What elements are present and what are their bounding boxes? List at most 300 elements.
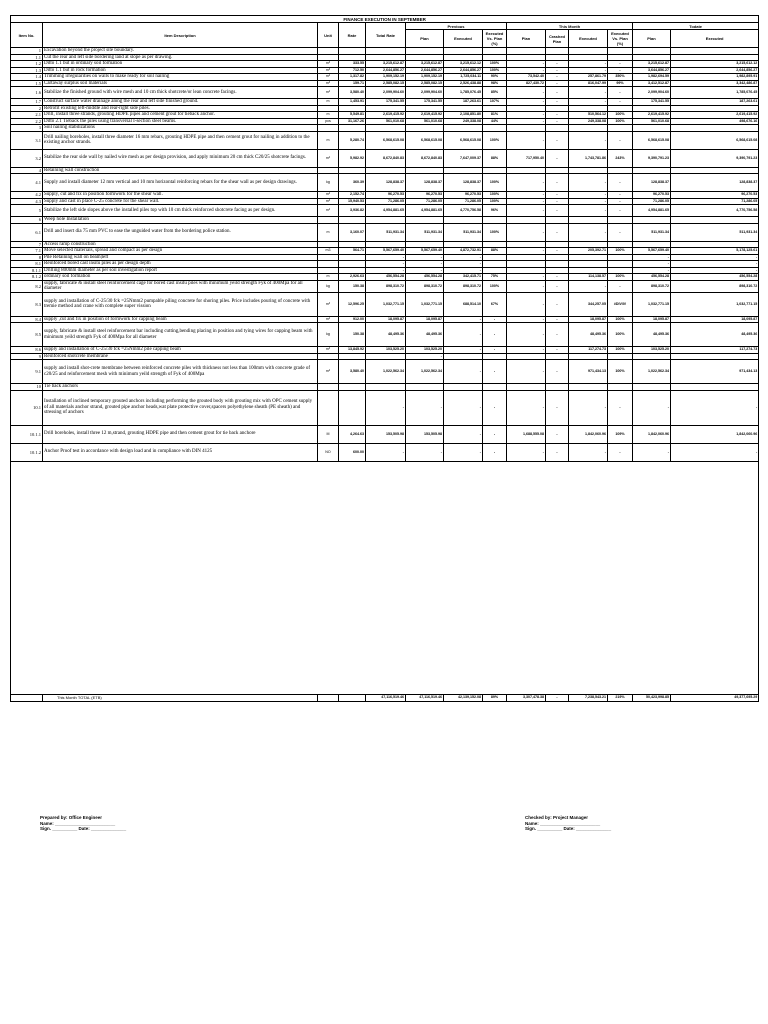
tm-pct-cell: 100% <box>608 274 633 281</box>
item-description-cell: ordinary soil formation <box>43 274 318 281</box>
prev-plan-cell: 511,931.34 <box>406 223 444 241</box>
tm-pct-cell: 100% <box>608 118 633 125</box>
prev-executed-cell: 7,647,009.37 <box>444 149 483 167</box>
prev-executed-cell: 71,286.05 <box>444 198 483 205</box>
tm-executed-cell: 344,257.05 <box>569 292 608 316</box>
item-description-cell: Stabilize the left side slopes above the installed piles top with 10 cm thick reinforced shotcrete facing as per design. <box>43 205 318 217</box>
item-no-cell: 5 <box>11 205 43 217</box>
prev-plan-cell: 8,672,840.83 <box>406 149 444 167</box>
tm-plan-cell: - <box>507 280 546 292</box>
prev-pct-cell: 44% <box>483 118 507 125</box>
table-body <box>11 48 759 462</box>
item-no-cell: 6 <box>11 217 43 224</box>
total-rate-cell: 103,525.20 <box>366 347 406 354</box>
unit-cell: m² <box>318 149 339 167</box>
tm-plan-cell: - <box>507 61 546 68</box>
prev-pct-cell: - <box>483 425 507 443</box>
table-row <box>11 323 759 347</box>
prepared-by-block <box>40 815 126 832</box>
unit-cell: m³ <box>318 61 339 68</box>
tm-executed-cell: - <box>569 280 608 292</box>
col-prev-plan: Plan <box>406 30 444 48</box>
col-item-no: Item No. <box>11 23 43 48</box>
item-description-cell: Access ramp construction <box>43 241 318 248</box>
todate-plan-cell: 1,842,060.96 <box>633 425 671 443</box>
col-description: Item Description <box>43 23 318 48</box>
tm-plan-cell: 1,688,555.08 <box>507 425 546 443</box>
prev-executed-cell: 2,644,856.27 <box>444 67 483 74</box>
prev-plan-cell: - <box>406 254 444 261</box>
todate-executed-cell: 1,982,895.91 <box>671 74 759 81</box>
todate-plan-cell: 3,412,512.87 <box>633 80 671 87</box>
tm-plan-cell: - <box>507 67 546 74</box>
total-rate-cell: 128,838.37 <box>366 174 406 192</box>
prev-plan-cell: 5,567,659.40 <box>406 248 444 255</box>
unit-cell: m³ <box>318 347 339 354</box>
total-rate-cell: 511,931.34 <box>366 223 406 241</box>
total-rate-cell: 5,567,659.40 <box>366 248 406 255</box>
tm-crashed-cell: - <box>546 67 569 74</box>
prev-pct-cell: - <box>483 390 507 425</box>
total-rate-cell: 48,495.36 <box>366 323 406 347</box>
rate-cell: 2,926.63 <box>339 274 366 281</box>
tm-crashed-cell: - <box>546 174 569 192</box>
tm-pct-cell: - <box>608 87 633 99</box>
todate-plan-cell: 5,567,659.40 <box>633 248 671 255</box>
item-description-cell: Retaining wall construction <box>43 167 318 174</box>
prev-plan-cell: 2,619,415.92 <box>406 112 444 119</box>
item-description-cell: Supply and cast in place C-25 concrete for the shear wall. <box>43 198 318 205</box>
todate-plan-cell: 103,525.20 <box>633 347 671 354</box>
item-description-cell: Drill boreholes, install three 12 m,strand, grouting HDPE pipe and then cement grout for tie back anchore <box>43 425 318 443</box>
prev-executed-cell: 1,785,076.45 <box>444 87 483 99</box>
tm-pct-cell: #DIV/0! <box>608 292 633 316</box>
item-no-cell: 8.6 <box>11 347 43 354</box>
unit-cell: m² <box>318 192 339 199</box>
tm-plan-cell: 73,542.40 <box>507 74 546 81</box>
prev-executed-cell: - <box>444 261 483 268</box>
total-rate-cell: 2,644,856.27 <box>366 67 406 74</box>
group-this-month: This Month <box>507 23 633 30</box>
tm-crashed-cell: - <box>546 131 569 149</box>
tm-plan-cell: - <box>507 316 546 323</box>
table-row <box>11 360 759 384</box>
tm-executed-cell: 18,095.87 <box>569 316 608 323</box>
prev-plan-cell: 2,099,904.60 <box>406 87 444 99</box>
prev-plan-cell: 175,341.55 <box>406 99 444 106</box>
col-rate: Rate <box>339 23 366 48</box>
total-rate-cell: - <box>366 443 406 461</box>
tm-crashed-cell: - <box>546 347 569 354</box>
item-no-cell: 4.3 <box>11 198 43 205</box>
item-description-cell: Move selected materials, spread and compact as per design <box>43 248 318 255</box>
tm-plan-cell: - <box>507 292 546 316</box>
total-rate-cell: 6,568,615.08 <box>366 131 406 149</box>
todate-plan-cell: 3,215,612.87 <box>633 61 671 68</box>
tm-crashed-cell: - <box>546 99 569 106</box>
tm-crashed-cell: - <box>546 112 569 119</box>
item-description-cell: supply and installation of C-25/30 fck =25Nmm2 pumpable piling concrete for shoring piles. Price includes pouring of concrete with tremie method and crane with complete super vission <box>43 292 318 316</box>
unit-cell: m² <box>318 360 339 384</box>
todate-plan-cell: 511,931.34 <box>633 223 671 241</box>
prev-executed-cell: 2,108,851.80 <box>444 112 483 119</box>
item-no-cell: 9 <box>11 353 43 360</box>
prev-executed-cell: 187,263.61 <box>444 99 483 106</box>
unit-cell: m <box>318 99 339 106</box>
item-no-cell: 4.1 <box>11 174 43 192</box>
item-description-cell: Reinforced shotcrete membrane <box>43 353 318 360</box>
tm-crashed-cell: - <box>546 360 569 384</box>
tm-executed-cell: - <box>569 390 608 425</box>
tm-executed-cell: - <box>569 131 608 149</box>
tm-plan-cell: - <box>507 360 546 384</box>
item-description-cell: Supply and install diameter 12 mm vertical and 10 mm horizontal reinforcing rebars for the shear wall as per design drawings. <box>43 174 318 192</box>
tm-pct-cell: 109% <box>608 425 633 443</box>
total-rate-cell: 2,619,415.92 <box>366 112 406 119</box>
prev-plan-cell: 48,495.36 <box>406 323 444 347</box>
rate-cell: 1,317.82 <box>339 74 366 81</box>
item-no-cell: 10.1.2 <box>11 443 43 461</box>
rate-cell: 5,280.74 <box>339 131 366 149</box>
item-description-cell: Soil nailing stabilizations <box>43 125 318 132</box>
rate-cell: 3,936.82 <box>339 205 366 217</box>
item-no-cell: 1.4 <box>11 74 43 81</box>
rate-cell: 1,453.91 <box>339 99 366 106</box>
todate-plan-cell: 96,270.53 <box>633 192 671 199</box>
todate-plan-cell: - <box>633 261 671 268</box>
tm-pct-cell: 100% <box>608 323 633 347</box>
tm-pct-cell: - <box>608 390 633 425</box>
todate-plan-cell: 18,095.87 <box>633 316 671 323</box>
tm-pct-cell: 99% <box>608 80 633 87</box>
checked-by-name: Name: ________________________ <box>525 820 601 826</box>
col-tm-plan: Plan <box>507 30 546 48</box>
rate-cell: 159.71 <box>339 80 366 87</box>
prev-executed-cell: - <box>444 390 483 425</box>
unit-cell: m <box>318 274 339 281</box>
tm-crashed-cell: - <box>546 61 569 68</box>
item-description-cell: Anchor Proof test in accordance with design load and in compliance with DIN 4125 <box>43 443 318 461</box>
item-no-cell: 8.1.2 <box>11 274 43 281</box>
total-total-rate: 47,116,519.46 <box>366 694 406 701</box>
col-tm-crashed: Crashed Plan <box>546 30 569 48</box>
unit-cell: m² <box>318 87 339 99</box>
tm-crashed-cell: - <box>546 316 569 323</box>
total-rate-cell: 2,099,904.60 <box>366 87 406 99</box>
todate-executed-cell: 3,215,612.12 <box>671 61 759 68</box>
tm-plan-cell: - <box>507 99 546 106</box>
col-tm-pct: Executed Vs. Plan (%) <box>608 30 633 48</box>
item-description-cell: Cut the rear and left side bordering land at slope as per drawing. <box>43 54 318 61</box>
todate-executed-cell: 971,434.13 <box>671 360 759 384</box>
item-no-cell: 2.1 <box>11 112 43 119</box>
prev-pct-cell: 96% <box>483 205 507 217</box>
total-todate-executed: 49,377,695.29 <box>671 694 759 701</box>
total-todate-plan: 50,423,998.85 <box>633 694 671 701</box>
tm-executed-cell: 510,564.12 <box>569 112 608 119</box>
tm-plan-cell: - <box>507 174 546 192</box>
tm-pct-cell: - <box>608 61 633 68</box>
tm-plan-cell: - <box>507 390 546 425</box>
prev-pct-cell: - <box>483 316 507 323</box>
tm-executed-cell: - <box>569 205 608 217</box>
todate-executed-cell: 1,032,771.15 <box>671 292 759 316</box>
todate-plan-cell: 2,099,904.60 <box>633 87 671 99</box>
item-no-cell: 10 <box>11 384 43 391</box>
tm-executed-cell: - <box>569 174 608 192</box>
todate-plan-cell: 2,619,415.92 <box>633 112 671 119</box>
todate-plan-cell: 175,341.55 <box>633 99 671 106</box>
tm-crashed-cell: - <box>546 192 569 199</box>
total-rate-cell: - <box>366 261 406 268</box>
item-no-cell: 8.1 <box>11 261 43 268</box>
table-row <box>11 174 759 192</box>
rate-cell: 333.55 <box>339 61 366 68</box>
item-description-cell: Trimming irregularities on walls to make ready for soil nailing <box>43 74 318 81</box>
tm-pct-cell: - <box>608 67 633 74</box>
tm-plan-cell: - <box>507 112 546 119</box>
item-description-cell: supply, fabricate & install steel reinforcement bar including cutting,bending placing in position and tying wires for capping beam with minimum yeild strength Fyk of 400Mpa for all diameter <box>43 323 318 347</box>
item-no-cell: 6.1 <box>11 223 43 241</box>
item-no-cell: 10.1.1 <box>11 425 43 443</box>
total-prev-plan: 47,116,519.46 <box>406 694 444 701</box>
total-rate-cell: 456,554.28 <box>366 274 406 281</box>
total-no <box>11 694 43 701</box>
total-tm-pct: 219% <box>608 694 633 701</box>
item-no-cell: 1 <box>11 48 43 55</box>
todate-executed-cell: 5,178,125.61 <box>671 248 759 255</box>
total-rate-cell: - <box>366 390 406 425</box>
tm-executed-cell: 48,495.36 <box>569 323 608 347</box>
todate-executed-cell: 456,554.28 <box>671 274 759 281</box>
prev-plan-cell: 1,032,771.15 <box>406 292 444 316</box>
todate-plan-cell: 561,010.68 <box>633 118 671 125</box>
todate-plan-cell: 6,568,615.08 <box>633 131 671 149</box>
total-rate-cell: 153,505.98 <box>366 425 406 443</box>
prev-plan-cell: 96,270.53 <box>406 192 444 199</box>
tm-executed-cell: 117,274.73 <box>569 347 608 354</box>
prev-plan-cell: 1,022,562.34 <box>406 360 444 384</box>
prepared-by-title: Prepared by: Office Engineer <box>40 815 103 820</box>
prev-pct-cell: 100% <box>483 131 507 149</box>
prev-executed-cell: - <box>444 425 483 443</box>
prev-executed-cell: 342,415.71 <box>444 274 483 281</box>
col-tm-executed: Executed <box>569 30 608 48</box>
prev-plan-cell: 2,585,082.15 <box>406 80 444 87</box>
unit-cell: m <box>318 131 339 149</box>
group-todate: Todate <box>633 23 759 30</box>
item-no-cell: 9.1 <box>11 360 43 384</box>
finance-table <box>10 15 759 702</box>
todate-plan-cell: 9,390,791.23 <box>633 149 671 167</box>
prev-plan-cell: 4,954,881.65 <box>406 205 444 217</box>
todate-executed-cell: 2,644,856.27 <box>671 67 759 74</box>
item-no-cell: 1.5 <box>11 80 43 87</box>
tm-crashed-cell: - <box>546 323 569 347</box>
prev-pct-cell: 90% <box>483 74 507 81</box>
unit-cell: kg <box>318 323 339 347</box>
todate-executed-cell: - <box>671 443 759 461</box>
item-no-cell: 8 <box>11 254 43 261</box>
tm-plan-cell: - <box>507 205 546 217</box>
tm-pct-cell: - <box>608 443 633 461</box>
table-row <box>11 443 759 461</box>
unit-cell: kg <box>318 174 339 192</box>
prev-pct-cell: - <box>483 323 507 347</box>
item-no-cell: 4.2 <box>11 192 43 199</box>
col-todate-executed: Executed <box>671 30 759 48</box>
tm-plan-cell: - <box>507 443 546 461</box>
total-rate-cell: 96,270.53 <box>366 192 406 199</box>
unit-cell: m² <box>318 205 339 217</box>
total-rate-cell: 2,585,082.15 <box>366 80 406 87</box>
todate-executed-cell: 9,390,791.23 <box>671 149 759 167</box>
item-description-cell: supply, fabricate & install steel reinforcement cage for bored cast insitu piles with minimum yeild strength Fyk of 400Mpa for all diameter <box>43 280 318 292</box>
todate-executed-cell: 6,568,615.08 <box>671 131 759 149</box>
total-prev-executed: 42,139,152.08 <box>444 694 483 701</box>
item-no-cell: 1.3 <box>11 67 43 74</box>
tm-pct-cell: 100% <box>608 347 633 354</box>
todate-plan-cell: - <box>633 443 671 461</box>
item-no-cell: 1.7 <box>11 99 43 106</box>
total-rate-cell: - <box>366 267 406 274</box>
total-label: This Month TOTAL (ETB) <box>43 694 318 701</box>
item-description-cell: Ditto 1.1 but in ordinary soil formation <box>43 61 318 68</box>
item-description-cell: Drill nailing boreholes, install three diameter 16 mm rebars, grouting HDPE pipe and then cement grout for nailing in addition to the existing anchor strands. <box>43 131 318 149</box>
todate-executed-cell: 511,931.34 <box>671 223 759 241</box>
todate-executed-cell: 117,274.73 <box>671 347 759 354</box>
checked-by-title: Checked by: Project Manager <box>525 815 589 820</box>
total-rate-cell: 175,341.55 <box>366 99 406 106</box>
tm-pct-cell: - <box>608 192 633 199</box>
unit-cell: m <box>318 112 339 119</box>
item-no-cell: 7.1 <box>11 248 43 255</box>
rate-cell: 712.50 <box>339 67 366 74</box>
total-rate-blank <box>339 694 366 701</box>
todate-plan-cell: 4,954,881.65 <box>633 205 671 217</box>
tm-crashed-cell: - <box>546 80 569 87</box>
item-no-cell: 2.2 <box>11 118 43 125</box>
prev-plan-cell: 6,568,615.08 <box>406 131 444 149</box>
item-no-cell: 1.1 <box>11 54 43 61</box>
prev-plan-cell: 128,838.37 <box>406 174 444 192</box>
total-rate-cell: 1,032,771.15 <box>366 292 406 316</box>
prev-pct-cell: 100% <box>483 61 507 68</box>
tm-pct-cell: - <box>608 131 633 149</box>
item-no-cell: 8.5 <box>11 323 43 347</box>
table-row <box>11 425 759 443</box>
tm-executed-cell: 1,842,060.96 <box>569 425 608 443</box>
item-description-cell: Tie back anchors <box>43 384 318 391</box>
tm-plan-cell: - <box>507 118 546 125</box>
prev-pct-cell: 100% <box>483 198 507 205</box>
total-rate-cell: 4,954,881.65 <box>366 205 406 217</box>
total-rate-cell: 71,286.05 <box>366 198 406 205</box>
item-description-cell: Ditto 1.1 but in rock formation <box>43 67 318 74</box>
item-description-cell: Pile Retaining wall on beam|left <box>43 254 318 261</box>
item-no-cell: 8.2 <box>11 280 43 292</box>
prev-plan-cell: 71,286.05 <box>406 198 444 205</box>
rate-cell: 150.38 <box>339 323 366 347</box>
tm-executed-cell: 1,743,781.86 <box>569 149 608 167</box>
todate-plan-cell: - <box>633 267 671 274</box>
table-row <box>11 292 759 316</box>
prev-executed-cell: 898,310.72 <box>444 280 483 292</box>
rate-cell: 600.00 <box>339 443 366 461</box>
col-prev-executed: Executed <box>444 30 483 48</box>
prev-executed-cell: 96,270.53 <box>444 192 483 199</box>
item-no-cell: 3.2 <box>11 149 43 167</box>
prev-executed-cell: 4,770,756.58 <box>444 205 483 217</box>
tm-plan-cell: - <box>507 223 546 241</box>
item-description-cell: Stabilize the finished ground with wire mesh and 10 cm thick shotcrete/or lean concrete facings. <box>43 87 318 99</box>
item-description-cell: supply and install shot-crete membrane between reinforced concrete piles with thickness not less than 100mm with concrete grade of c20/25 and reinforcement mesh with minimum yeild strength of Fyk of 400Mpa <box>43 360 318 384</box>
prev-executed-cell: 6,568,615.08 <box>444 131 483 149</box>
item-description-cell: Cartaway surplus soil materials <box>43 80 318 87</box>
prepared-by-sign: Sign. __________ Date: ______________ <box>40 826 127 831</box>
tm-crashed-cell: - <box>546 248 569 255</box>
total-rate-cell: 3,215,612.87 <box>366 61 406 68</box>
prev-executed-cell: 3,215,612.12 <box>444 61 483 68</box>
prev-plan-cell: - <box>406 353 444 360</box>
tm-crashed-cell: - <box>546 292 569 316</box>
rate-cell: 12,596.25 <box>339 292 366 316</box>
todate-plan-cell: 3,644,856.27 <box>633 67 671 74</box>
tm-pct-cell: 100% <box>608 316 633 323</box>
todate-executed-cell: 18,095.87 <box>671 316 759 323</box>
tm-executed-cell: 114,138.57 <box>569 274 608 281</box>
total-rate-cell: 561,010.68 <box>366 118 406 125</box>
item-description-cell: Reinforced bored cast insitu piles as per design depth <box>43 261 318 268</box>
total-unit <box>318 694 339 701</box>
prev-pct-cell: 81% <box>483 112 507 119</box>
rate-cell: 360.39 <box>339 174 366 192</box>
tm-pct-cell: 100% <box>608 248 633 255</box>
prev-plan-cell: 561,010.68 <box>406 118 444 125</box>
tm-executed-cell: 205,392.71 <box>569 248 608 255</box>
prev-pct-cell: 107% <box>483 99 507 106</box>
prev-pct-cell: 100% <box>483 67 507 74</box>
prev-pct-cell: 100% <box>483 192 507 199</box>
table-row <box>11 390 759 425</box>
tm-crashed-cell: - <box>546 274 569 281</box>
prev-executed-cell: 128,838.37 <box>444 174 483 192</box>
prev-pct-cell: 100% <box>483 174 507 192</box>
total-rate-cell: - <box>366 254 406 261</box>
tm-executed-cell: - <box>569 99 608 106</box>
tm-plan-cell: 827,430.72 <box>507 80 546 87</box>
prev-plan-cell: 898,310.72 <box>406 280 444 292</box>
tm-executed-cell: - <box>569 61 608 68</box>
todate-executed-cell: - <box>671 267 759 274</box>
tm-pct-cell: 243% <box>608 149 633 167</box>
item-no-cell: 3.1 <box>11 131 43 149</box>
todate-executed-cell: 4,770,756.58 <box>671 205 759 217</box>
tm-pct-cell: 350% <box>608 74 633 81</box>
total-rate-cell: 1,909,152.19 <box>366 74 406 81</box>
item-description-cell: supply and installation of C-25/30 fck =25Nmm2 pile capping beam <box>43 347 318 354</box>
todate-plan-cell: 1,022,562.34 <box>633 360 671 384</box>
tm-plan-cell: - <box>507 87 546 99</box>
tm-crashed-cell: - <box>546 425 569 443</box>
tm-plan-cell: - <box>507 131 546 149</box>
rate-cell: 3,580.40 <box>339 87 366 99</box>
prev-pct-cell: 67% <box>483 292 507 316</box>
prev-pct-cell: 85% <box>483 87 507 99</box>
tm-crashed-cell: - <box>546 118 569 125</box>
prev-plan-cell: 1,909,152.19 <box>406 74 444 81</box>
prev-executed-cell: - <box>444 443 483 461</box>
